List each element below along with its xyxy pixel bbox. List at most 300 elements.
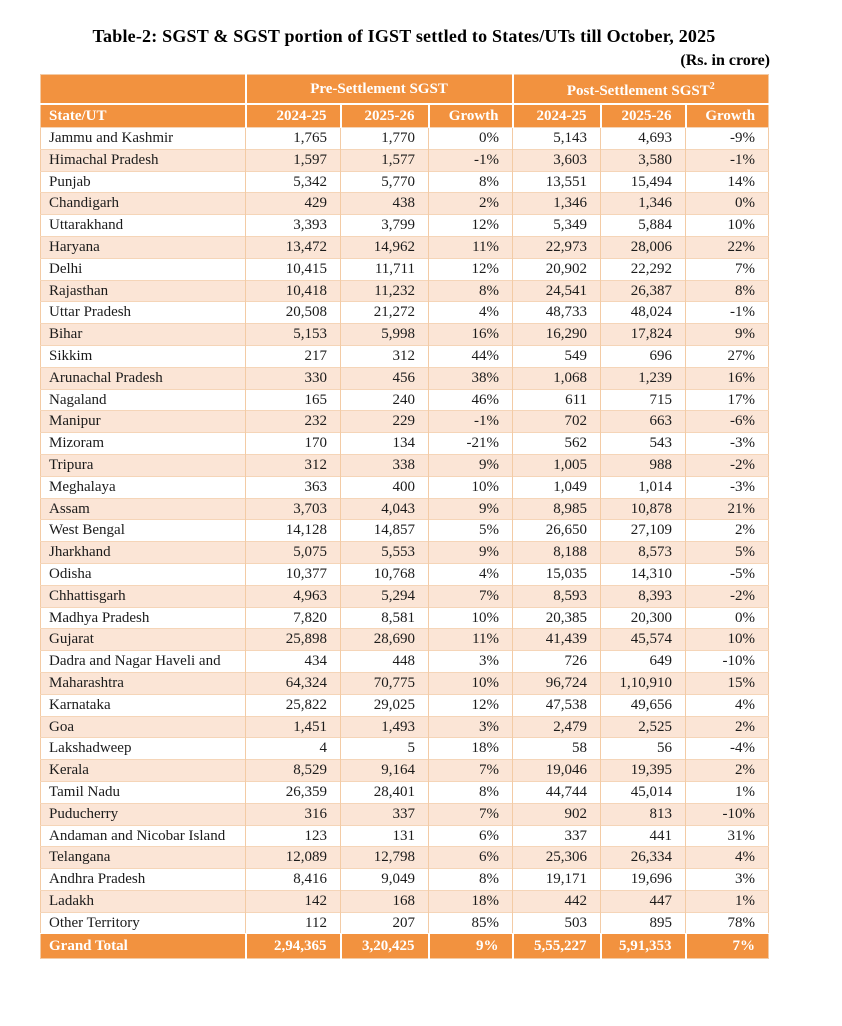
table-row <box>41 454 769 476</box>
table-row <box>41 912 769 934</box>
value-cell: 5 <box>341 738 429 760</box>
value-cell: 8,188 <box>513 542 601 564</box>
value-cell: -2% <box>686 585 769 607</box>
value-cell: 3% <box>429 716 513 738</box>
table-row <box>41 585 769 607</box>
state-cell: Himachal Pradesh <box>41 149 246 171</box>
state-cell: Gujarat <box>41 629 246 651</box>
value-cell: 20,902 <box>513 258 601 280</box>
value-cell: 0% <box>429 128 513 150</box>
value-cell: 8% <box>429 171 513 193</box>
value-cell: 2,479 <box>513 716 601 738</box>
value-cell: 549 <box>513 345 601 367</box>
value-cell: 45,574 <box>601 629 686 651</box>
value-cell: 1,765 <box>246 128 341 150</box>
value-cell: 696 <box>601 345 686 367</box>
state-cell: West Bengal <box>41 520 246 542</box>
table-row <box>41 433 769 455</box>
value-cell: 10% <box>429 672 513 694</box>
value-cell: 25,306 <box>513 847 601 869</box>
value-cell: 5,770 <box>341 171 429 193</box>
value-cell: 7% <box>686 258 769 280</box>
value-cell: 1,014 <box>601 476 686 498</box>
value-cell: -2% <box>686 454 769 476</box>
value-cell: 10% <box>686 629 769 651</box>
group-header-blank <box>41 75 246 105</box>
value-cell: 6% <box>429 847 513 869</box>
value-cell: -1% <box>429 411 513 433</box>
column-header-pre-growth: Growth <box>429 104 513 128</box>
value-cell: 447 <box>601 890 686 912</box>
value-cell: 3,580 <box>601 149 686 171</box>
value-cell: 70,775 <box>341 672 429 694</box>
table-row <box>41 411 769 433</box>
value-cell: 41,439 <box>513 629 601 651</box>
state-cell: Madhya Pradesh <box>41 607 246 629</box>
table-row <box>41 542 769 564</box>
column-header-pre-2024-25: 2024-25 <box>246 104 341 128</box>
value-cell: 14,857 <box>341 520 429 542</box>
value-cell: -3% <box>686 433 769 455</box>
value-cell: 14,128 <box>246 520 341 542</box>
value-cell: 7,820 <box>246 607 341 629</box>
value-cell: 448 <box>341 651 429 673</box>
value-cell: 312 <box>246 454 341 476</box>
state-cell: Uttar Pradesh <box>41 302 246 324</box>
table-row <box>41 694 769 716</box>
value-cell: 25,898 <box>246 629 341 651</box>
value-cell: 46% <box>429 389 513 411</box>
table-row <box>41 563 769 585</box>
value-cell: 715 <box>601 389 686 411</box>
value-cell: 702 <box>513 411 601 433</box>
value-cell: 2% <box>429 193 513 215</box>
table-row <box>41 236 769 258</box>
table-row <box>41 389 769 411</box>
value-cell: 12% <box>429 258 513 280</box>
table-row <box>41 847 769 869</box>
value-cell: 8,593 <box>513 585 601 607</box>
value-cell: 562 <box>513 433 601 455</box>
value-cell: 3% <box>429 651 513 673</box>
table-row <box>41 781 769 803</box>
value-cell: 16% <box>429 324 513 346</box>
value-cell: 5,998 <box>341 324 429 346</box>
value-cell: -5% <box>686 563 769 585</box>
value-cell: 20,300 <box>601 607 686 629</box>
value-cell: 27% <box>686 345 769 367</box>
value-cell: 134 <box>341 433 429 455</box>
value-cell: 813 <box>601 803 686 825</box>
value-cell: 2% <box>686 760 769 782</box>
value-cell: 10% <box>686 215 769 237</box>
value-cell: 1,346 <box>601 193 686 215</box>
value-cell: 47,538 <box>513 694 601 716</box>
value-cell: 22,292 <box>601 258 686 280</box>
value-cell: 0% <box>686 193 769 215</box>
table-row <box>41 367 769 389</box>
value-cell: 9% <box>686 324 769 346</box>
value-cell: 1,049 <box>513 476 601 498</box>
value-cell: 16% <box>686 367 769 389</box>
value-cell: -10% <box>686 803 769 825</box>
value-cell: 217 <box>246 345 341 367</box>
state-cell: Andhra Pradesh <box>41 869 246 891</box>
value-cell: 8% <box>686 280 769 302</box>
table-row <box>41 498 769 520</box>
state-cell: Punjab <box>41 171 246 193</box>
value-cell: 1,239 <box>601 367 686 389</box>
value-cell: 26,334 <box>601 847 686 869</box>
value-cell: 22,973 <box>513 236 601 258</box>
value-cell: 649 <box>601 651 686 673</box>
value-cell: 3,603 <box>513 149 601 171</box>
value-cell: 49,656 <box>601 694 686 716</box>
value-cell: 4% <box>686 847 769 869</box>
value-cell: 19,696 <box>601 869 686 891</box>
value-cell: 19,171 <box>513 869 601 891</box>
value-cell: 5,342 <box>246 171 341 193</box>
value-cell: 48,733 <box>513 302 601 324</box>
state-cell: Tamil Nadu <box>41 781 246 803</box>
value-cell: 4,963 <box>246 585 341 607</box>
value-cell: 1,577 <box>341 149 429 171</box>
value-cell: 13,472 <box>246 236 341 258</box>
value-cell: 8,393 <box>601 585 686 607</box>
value-cell: 2% <box>686 716 769 738</box>
value-cell: 5,349 <box>513 215 601 237</box>
state-cell: Jharkhand <box>41 542 246 564</box>
value-cell: 8% <box>429 781 513 803</box>
table-row <box>41 520 769 542</box>
value-cell: 26,387 <box>601 280 686 302</box>
value-cell: -1% <box>686 302 769 324</box>
value-cell: 5,075 <box>246 542 341 564</box>
value-cell: 22% <box>686 236 769 258</box>
state-cell: Uttarakhand <box>41 215 246 237</box>
value-cell: 21,272 <box>341 302 429 324</box>
value-cell: -9% <box>686 128 769 150</box>
value-cell: 2% <box>686 520 769 542</box>
value-cell: 1% <box>686 890 769 912</box>
state-cell: Dadra and Nagar Haveli and <box>41 651 246 673</box>
state-cell: Jammu and Kashmir <box>41 128 246 150</box>
value-cell: 8,416 <box>246 869 341 891</box>
value-cell: 13,551 <box>513 171 601 193</box>
value-cell: 56 <box>601 738 686 760</box>
value-cell: 441 <box>601 825 686 847</box>
state-cell: Lakshadweep <box>41 738 246 760</box>
value-cell: 27,109 <box>601 520 686 542</box>
value-cell: 240 <box>341 389 429 411</box>
value-cell: 18% <box>429 738 513 760</box>
value-cell: 44,744 <box>513 781 601 803</box>
group-header-row <box>41 75 769 105</box>
value-cell: 8,529 <box>246 760 341 782</box>
value-cell: 330 <box>246 367 341 389</box>
table-row <box>41 651 769 673</box>
value-cell: 5% <box>686 542 769 564</box>
value-cell: 12,798 <box>341 847 429 869</box>
table-row <box>41 215 769 237</box>
value-cell: 229 <box>341 411 429 433</box>
table-body <box>41 128 769 934</box>
value-cell: 4% <box>429 302 513 324</box>
column-header-post-growth: Growth <box>686 104 769 128</box>
state-cell: Arunachal Pradesh <box>41 367 246 389</box>
value-cell: 12% <box>429 694 513 716</box>
value-cell: -1% <box>686 149 769 171</box>
value-cell: 3,799 <box>341 215 429 237</box>
value-cell: 1,493 <box>341 716 429 738</box>
value-cell: 38% <box>429 367 513 389</box>
value-cell: 3,393 <box>246 215 341 237</box>
value-cell: 26,359 <box>246 781 341 803</box>
value-cell: -6% <box>686 411 769 433</box>
value-cell: 400 <box>341 476 429 498</box>
value-cell: 16,290 <box>513 324 601 346</box>
value-cell: 44% <box>429 345 513 367</box>
document-page <box>0 26 842 1026</box>
footnote-marker: 2 <box>709 81 715 92</box>
state-cell: Meghalaya <box>41 476 246 498</box>
value-cell: 112 <box>246 912 341 934</box>
value-cell: 2,525 <box>601 716 686 738</box>
value-cell: 11% <box>429 629 513 651</box>
value-cell: 20,385 <box>513 607 601 629</box>
value-cell: -10% <box>686 651 769 673</box>
value-cell: 1,597 <box>246 149 341 171</box>
table-row <box>41 738 769 760</box>
value-cell: 4,043 <box>341 498 429 520</box>
column-header-state: State/UT <box>41 104 246 128</box>
state-cell: Manipur <box>41 411 246 433</box>
table-row <box>41 258 769 280</box>
value-cell: 26,650 <box>513 520 601 542</box>
value-cell: 429 <box>246 193 341 215</box>
value-cell: 14% <box>686 171 769 193</box>
value-cell: 165 <box>246 389 341 411</box>
state-cell: Bihar <box>41 324 246 346</box>
value-cell: 8,581 <box>341 607 429 629</box>
value-cell: -4% <box>686 738 769 760</box>
value-cell: 8,985 <box>513 498 601 520</box>
value-cell: -21% <box>429 433 513 455</box>
value-cell: 28,401 <box>341 781 429 803</box>
value-cell: 1,770 <box>341 128 429 150</box>
value-cell: 6% <box>429 825 513 847</box>
value-cell: 363 <box>246 476 341 498</box>
value-cell: 312 <box>341 345 429 367</box>
state-cell: Delhi <box>41 258 246 280</box>
value-cell: 611 <box>513 389 601 411</box>
value-cell: 14,962 <box>341 236 429 258</box>
table-row <box>41 476 769 498</box>
value-cell: 48,024 <box>601 302 686 324</box>
grand-total-pre-growth: 9% <box>429 934 513 959</box>
grand-total-post-2024-25: 5,55,227 <box>513 934 601 959</box>
table-row <box>41 760 769 782</box>
table-row <box>41 607 769 629</box>
value-cell: 10,415 <box>246 258 341 280</box>
table-row <box>41 324 769 346</box>
value-cell: 207 <box>341 912 429 934</box>
value-cell: 988 <box>601 454 686 476</box>
table-row <box>41 280 769 302</box>
table-row <box>41 171 769 193</box>
value-cell: 5,884 <box>601 215 686 237</box>
table-row <box>41 149 769 171</box>
state-cell: Sikkim <box>41 345 246 367</box>
value-cell: 10,377 <box>246 563 341 585</box>
value-cell: 45,014 <box>601 781 686 803</box>
column-header-post-2025-26: 2025-26 <box>601 104 686 128</box>
value-cell: 64,324 <box>246 672 341 694</box>
value-cell: 663 <box>601 411 686 433</box>
value-cell: -3% <box>686 476 769 498</box>
value-cell: 1,346 <box>513 193 601 215</box>
value-cell: 15,494 <box>601 171 686 193</box>
value-cell: 442 <box>513 890 601 912</box>
value-cell: 25,822 <box>246 694 341 716</box>
value-cell: 28,690 <box>341 629 429 651</box>
value-cell: 96,724 <box>513 672 601 694</box>
value-cell: 10,878 <box>601 498 686 520</box>
value-cell: 232 <box>246 411 341 433</box>
value-cell: 11,232 <box>341 280 429 302</box>
value-cell: 1,10,910 <box>601 672 686 694</box>
value-cell: 14,310 <box>601 563 686 585</box>
value-cell: 5,153 <box>246 324 341 346</box>
value-cell: 12,089 <box>246 847 341 869</box>
value-cell: 15% <box>686 672 769 694</box>
value-cell: 10% <box>429 607 513 629</box>
value-cell: 20,508 <box>246 302 341 324</box>
value-cell: 168 <box>341 890 429 912</box>
state-cell: Rajasthan <box>41 280 246 302</box>
value-cell: 7% <box>429 803 513 825</box>
value-cell: 726 <box>513 651 601 673</box>
value-cell: 902 <box>513 803 601 825</box>
value-cell: 1,068 <box>513 367 601 389</box>
state-cell: Chandigarh <box>41 193 246 215</box>
value-cell: 5,294 <box>341 585 429 607</box>
value-cell: 9% <box>429 542 513 564</box>
value-cell: 543 <box>601 433 686 455</box>
table-row <box>41 128 769 150</box>
table-row <box>41 672 769 694</box>
value-cell: 1,451 <box>246 716 341 738</box>
value-cell: 8% <box>429 280 513 302</box>
value-cell: 1,005 <box>513 454 601 476</box>
value-cell: 9% <box>429 454 513 476</box>
value-cell: 1% <box>686 781 769 803</box>
column-header-row <box>41 104 769 128</box>
table-row <box>41 890 769 912</box>
value-cell: 895 <box>601 912 686 934</box>
state-cell: Kerala <box>41 760 246 782</box>
state-cell: Ladakh <box>41 890 246 912</box>
state-cell: Nagaland <box>41 389 246 411</box>
state-cell: Maharashtra <box>41 672 246 694</box>
table-row <box>41 803 769 825</box>
value-cell: 8,573 <box>601 542 686 564</box>
value-cell: 4% <box>429 563 513 585</box>
value-cell: 3% <box>686 869 769 891</box>
sgst-settlement-table <box>40 74 769 959</box>
table-row <box>41 825 769 847</box>
value-cell: 503 <box>513 912 601 934</box>
grand-total-label: Grand Total <box>41 934 246 959</box>
value-cell: 29,025 <box>341 694 429 716</box>
state-cell: Chhattisgarh <box>41 585 246 607</box>
table-row <box>41 302 769 324</box>
table-row <box>41 193 769 215</box>
grand-total-pre-2025-26: 3,20,425 <box>341 934 429 959</box>
table-row <box>41 869 769 891</box>
value-cell: 131 <box>341 825 429 847</box>
state-cell: Haryana <box>41 236 246 258</box>
value-cell: 5% <box>429 520 513 542</box>
value-cell: 8% <box>429 869 513 891</box>
group-header-pre-settlement: Pre-Settlement SGST <box>246 75 513 105</box>
value-cell: 7% <box>429 760 513 782</box>
state-cell: Assam <box>41 498 246 520</box>
value-cell: 17,824 <box>601 324 686 346</box>
value-cell: 9,164 <box>341 760 429 782</box>
value-cell: -1% <box>429 149 513 171</box>
value-cell: 12% <box>429 215 513 237</box>
grand-total-pre-2024-25: 2,94,365 <box>246 934 341 959</box>
value-cell: 10,768 <box>341 563 429 585</box>
value-cell: 4,693 <box>601 128 686 150</box>
value-cell: 11,711 <box>341 258 429 280</box>
value-cell: 7% <box>429 585 513 607</box>
column-header-post-2024-25: 2024-25 <box>513 104 601 128</box>
table-row <box>41 345 769 367</box>
value-cell: 19,046 <box>513 760 601 782</box>
value-cell: 438 <box>341 193 429 215</box>
state-cell: Odisha <box>41 563 246 585</box>
value-cell: 4% <box>686 694 769 716</box>
value-cell: 5,553 <box>341 542 429 564</box>
group-header-post-settlement <box>513 75 769 105</box>
value-cell: 17% <box>686 389 769 411</box>
unit-note: (Rs. in crore) <box>680 52 770 69</box>
value-cell: 9% <box>429 498 513 520</box>
value-cell: 21% <box>686 498 769 520</box>
value-cell: 24,541 <box>513 280 601 302</box>
column-header-pre-2025-26: 2025-26 <box>341 104 429 128</box>
table-row <box>41 629 769 651</box>
value-cell: 78% <box>686 912 769 934</box>
value-cell: 10,418 <box>246 280 341 302</box>
state-cell: Puducherry <box>41 803 246 825</box>
group-header-post-label: Post-Settlement SGST <box>566 83 710 99</box>
state-cell: Telangana <box>41 847 246 869</box>
value-cell: 434 <box>246 651 341 673</box>
value-cell: 5,143 <box>513 128 601 150</box>
table-row <box>41 716 769 738</box>
value-cell: 4 <box>246 738 341 760</box>
value-cell: 28,006 <box>601 236 686 258</box>
state-cell: Andaman and Nicobar Island <box>41 825 246 847</box>
state-cell: Mizoram <box>41 433 246 455</box>
state-cell: Other Territory <box>41 912 246 934</box>
value-cell: 0% <box>686 607 769 629</box>
grand-total-post-growth: 7% <box>686 934 769 959</box>
state-cell: Karnataka <box>41 694 246 716</box>
